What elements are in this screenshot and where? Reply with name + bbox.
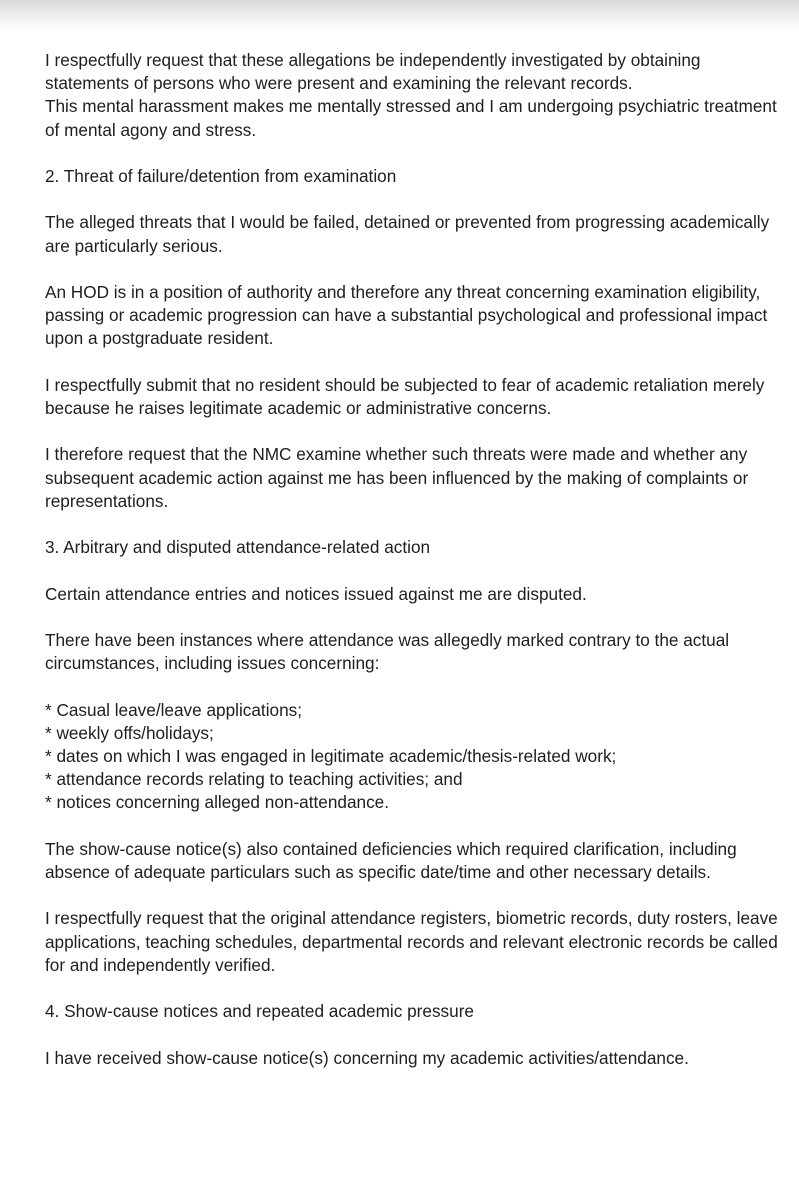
paragraph-show-cause-deficiencies: The show-cause notice(s) also contained deficiencies which required clarification, including absence of adequate particulars such as specific date/time and other necessary details. — [45, 838, 737, 882]
paragraph-investigation-request: I respectfully request that these allegations be independently investigated by obtaining statements of persons who were present and examining the relevant records. This mental harassment makes me mentally stressed and I am undergoing psychiatric treatment of mental agony and stress. — [45, 50, 777, 140]
paragraph-disputed-entries: Certain attendance entries and notices issued against me are disputed. — [45, 583, 587, 604]
bullet-list: * Casual leave/leave applications; * weekly offs/holidays; * dates on which I was engaged in legitimate academic/thesis-related work; * attendance records relating to teaching activities; and * notices concerning alleged non-attendance. — [45, 699, 617, 813]
paragraph-nmc-examine: I therefore request that the NMC examine whether such threats were made and whether any subsequent academic action against me has been influenced by the making of complaints or representations. — [45, 444, 749, 511]
paragraph-received-notices: I have received show-cause notice(s) concerning my academic activities/attendance. — [45, 1047, 689, 1068]
paragraph-records-request: I respectfully request that the original attendance registers, biometric records, duty rosters, leave applications, teaching schedules, departmental records and relevant electronic records be called for and independently verified. — [45, 908, 778, 975]
section-heading-3: 3. Arbitrary and disputed attendance-related action — [45, 537, 431, 558]
paragraph-no-retaliation: I respectfully submit that no resident should be subjected to fear of academic retaliation merely because he raises legitimate academic or administrative concerns. — [45, 374, 765, 418]
paragraph-hod-authority: An HOD is in a position of authority and therefore any threat concerning examination eligibility, passing or academic progression can have a substantial psychological and professional impact upon a postgraduate resident. — [45, 281, 768, 349]
top-shadow — [0, 0, 799, 30]
document-body — [45, 49, 785, 1070]
section-heading-2: 2. Threat of failure/detention from examination — [45, 166, 397, 186]
paragraph-alleged-threats: The alleged threats that I would be failed, detained or prevented from progressing academically are particularly serious. — [45, 212, 770, 256]
section-heading-4: 4. Show-cause notices and repeated academic pressure — [45, 1001, 474, 1022]
paragraph-instances: There have been instances where attendance was allegedly marked contrary to the actual circumstances, including issues concerning: — [45, 629, 730, 674]
